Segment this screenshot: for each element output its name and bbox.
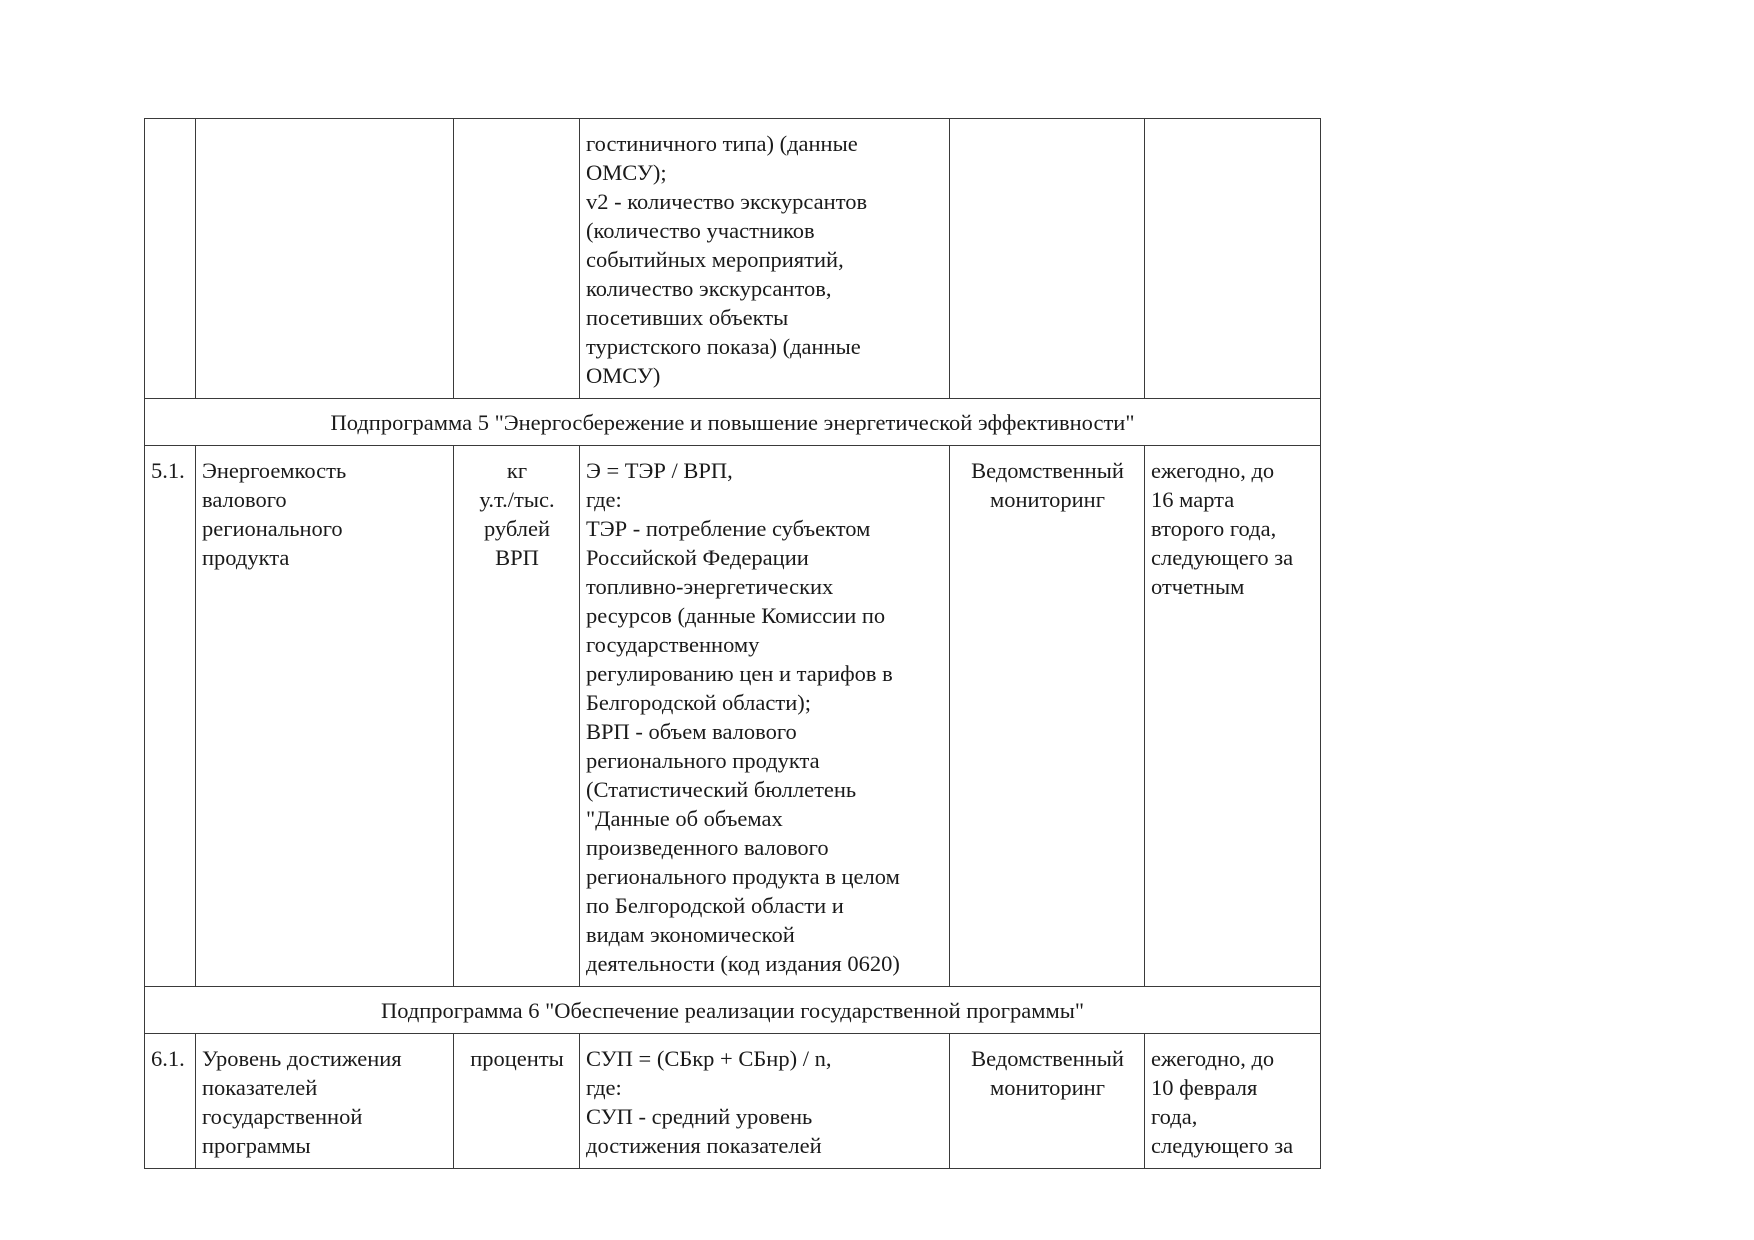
text-line: ежегодно, до — [1151, 458, 1275, 483]
text-line: ОМСУ) — [586, 363, 661, 388]
text-line: Э = ТЭР / ВРП, — [586, 458, 733, 483]
text-line: посетивших объекты — [586, 305, 789, 330]
text-line: ресурсов (данные Комиссии по — [586, 603, 886, 628]
text-line: государственной — [202, 1104, 363, 1129]
text-line: топливно-энергетических — [586, 574, 834, 599]
table-row-continuation — [145, 119, 1321, 399]
text-line: количество экскурсантов, — [586, 276, 832, 301]
text-line: "Данные об объемах — [586, 806, 783, 831]
text-line: Энергоемкость — [202, 458, 347, 483]
cell-deadline — [1145, 119, 1321, 399]
text-line: второго года, — [1151, 516, 1277, 541]
text-line: Уровень достижения — [202, 1046, 402, 1071]
text-line: туристского показа) (данные — [586, 334, 861, 359]
text-line: v2 - количество экскурсантов — [586, 189, 868, 214]
text-line: показателей — [202, 1075, 318, 1100]
text-line: ВРП - объем валового — [586, 719, 797, 744]
text-line: государственному — [586, 632, 760, 657]
text-line: Белгородской области); — [586, 690, 811, 715]
cell-number: 6.1. — [145, 1034, 196, 1169]
cell-indicator — [196, 119, 454, 399]
text-line: кг — [506, 458, 528, 483]
text-line: ежегодно, до — [1151, 1046, 1275, 1071]
text-line: регионального — [202, 516, 343, 541]
text-line: у.т./тыс. — [479, 487, 555, 512]
text-line: где: — [586, 487, 622, 512]
cell-unit — [454, 1034, 580, 1169]
text-line: мониторинг — [990, 487, 1105, 512]
text-line: года, — [1151, 1104, 1198, 1129]
text-line: 10 февраля — [1151, 1075, 1258, 1100]
text-line: программы — [202, 1133, 311, 1158]
text-line: (Статистический бюллетень — [586, 777, 857, 802]
text-line: Ведомственный — [971, 1046, 1124, 1071]
text-line: регионального продукта в целом — [586, 864, 900, 889]
text-line: 16 марта — [1151, 487, 1235, 512]
cell-number — [145, 119, 196, 399]
text-line: Ведомственный — [971, 458, 1124, 483]
text-line: СУП - средний уровень — [586, 1104, 813, 1129]
table-row-6-1 — [145, 1034, 1321, 1169]
cell-deadline — [1145, 1034, 1321, 1169]
indicators-table — [144, 118, 1321, 1169]
text-line: следующего за — [1151, 545, 1294, 570]
text-line: валового — [202, 487, 287, 512]
section-header-row — [145, 987, 1321, 1034]
table-row-5-1 — [145, 446, 1321, 987]
section-header-row — [145, 399, 1321, 446]
text-line: деятельности (код издания 0620) — [586, 951, 900, 976]
text-line: ВРП — [495, 545, 539, 570]
section-title-5: Подпрограмма 5 "Энергосбережение и повышение энергетической эффективности" — [145, 399, 1321, 446]
cell-formula — [580, 119, 950, 399]
text-line: отчетным — [1151, 574, 1245, 599]
cell-indicator — [196, 1034, 454, 1169]
text-line: событийных мероприятий, — [586, 247, 844, 272]
text-line: мониторинг — [990, 1075, 1105, 1100]
text-line: где: — [586, 1075, 622, 1100]
cell-number: 5.1. — [145, 446, 196, 987]
cell-method — [950, 1034, 1145, 1169]
cell-formula — [580, 446, 950, 987]
text-line: проценты — [470, 1046, 564, 1071]
text-line: достижения показателей — [586, 1133, 822, 1158]
text-line: ОМСУ); — [586, 160, 667, 185]
text-line: произведенного валового — [586, 835, 829, 860]
cell-unit — [454, 119, 580, 399]
text-line: рублей — [483, 516, 551, 541]
text-line: следующего за — [1151, 1133, 1294, 1158]
text-line: по Белгородской области и — [586, 893, 844, 918]
section-title-6: Подпрограмма 6 "Обеспечение реализации государственной программы" — [145, 987, 1321, 1034]
cell-formula — [580, 1034, 950, 1169]
text-line: Российской Федерации — [586, 545, 809, 570]
cell-method — [950, 446, 1145, 987]
text-line: регионального продукта — [586, 748, 820, 773]
cell-unit — [454, 446, 580, 987]
cell-method — [950, 119, 1145, 399]
cell-indicator — [196, 446, 454, 987]
text-line: СУП = (СБкр + СБнр) / n, — [586, 1046, 832, 1071]
text-line: (количество участников — [586, 218, 815, 243]
text-line: продукта — [202, 545, 290, 570]
cell-deadline — [1145, 446, 1321, 987]
text-line: гостиничного типа) (данные — [586, 131, 858, 156]
text-line: регулированию цен и тарифов в — [586, 661, 893, 686]
text-line: видам экономической — [586, 922, 795, 947]
text-line: ТЭР - потребление субъектом — [586, 516, 871, 541]
